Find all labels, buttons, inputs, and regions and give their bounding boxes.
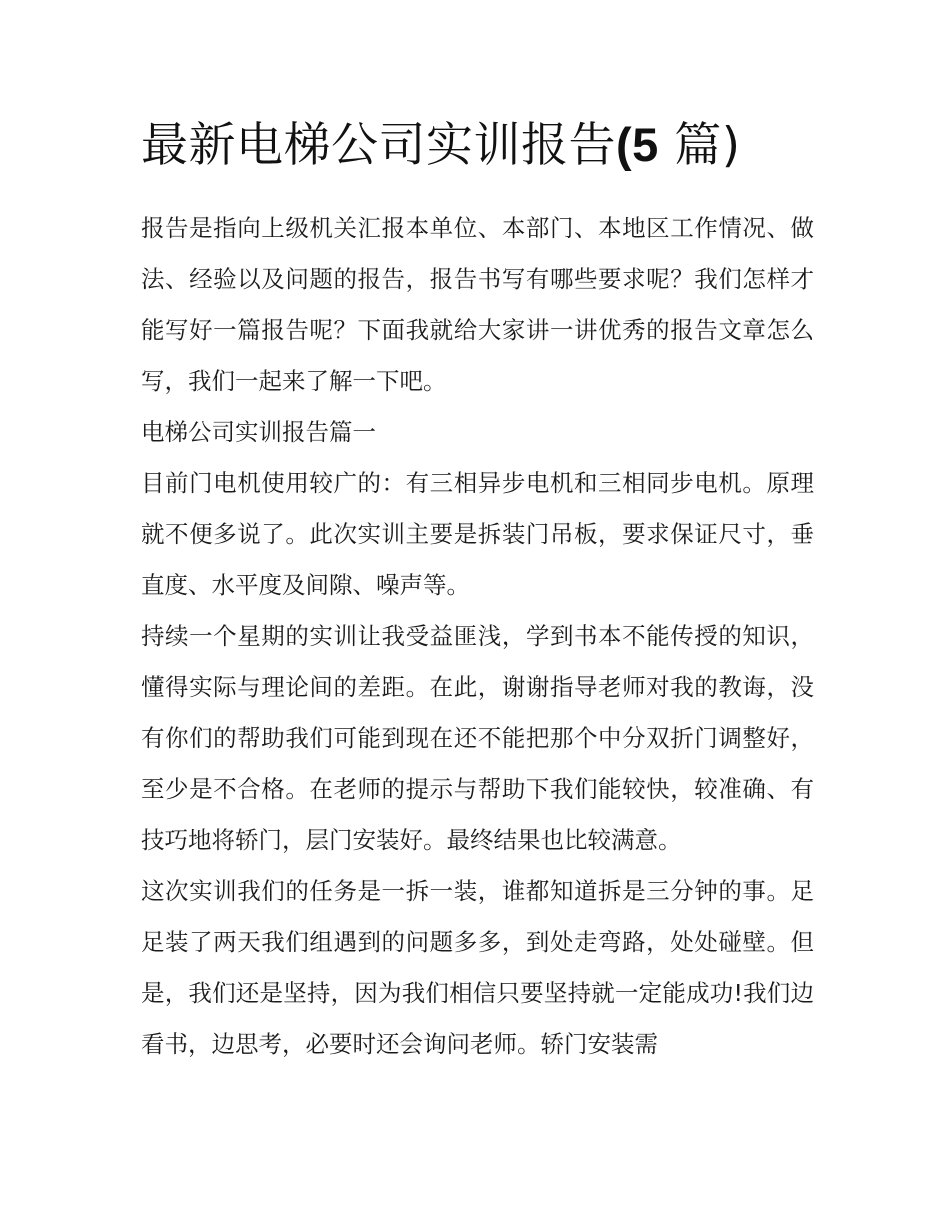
title-number: (5 xyxy=(616,118,659,171)
document-title xyxy=(141,114,814,177)
document-body xyxy=(141,203,814,1070)
section-heading: 电梯公司实训报告篇一 xyxy=(141,418,376,446)
body-paragraph: 持续一个星期的实训让我受益匪浅，学到书本不能传授的知识，懂得实际与理论间的差距。在此，谢谢指导老师对我的教诲，没有你们的帮助我们可能到现在还不能把那个中分双折门调整好，至少是不合格。在老师的提示与帮助下我们能较快，较准确、有技巧地将轿门，层门安装好。最终结果也比较满意。 xyxy=(141,622,814,854)
title-text: 最新电梯公司实训报告 xyxy=(141,118,616,173)
body-paragraph: 目前门电机使用较广的：有三相异步电机和三相同步电机。原理就不便多说了。此次实训主要是拆装门吊板，要求保证尺寸，垂直度、水平度及间隙、噪声等。 xyxy=(141,469,814,599)
body-paragraph: 这次实训我们的任务是一拆一装，谁都知道拆是三分钟的事。足足装了两天我们组遇到的问题多多，到处走弯路，处处碰壁。但是，我们还是坚持，因为我们相信只要坚持就一定能成功!我们边看书，边思考，必要时还会询问老师。轿门安装需 xyxy=(141,877,814,1058)
title-suffix: 篇) xyxy=(658,118,741,173)
intro-paragraph: 报告是指向上级机关汇报本单位、本部门、本地区工作情况、做法、经验以及问题的报告，报告书写有哪些要求呢？我们怎样才能写好一篇报告呢？下面我就给大家讲一讲优秀的报告文章怎么写，我们一起来了解一下吧。 xyxy=(141,214,814,395)
